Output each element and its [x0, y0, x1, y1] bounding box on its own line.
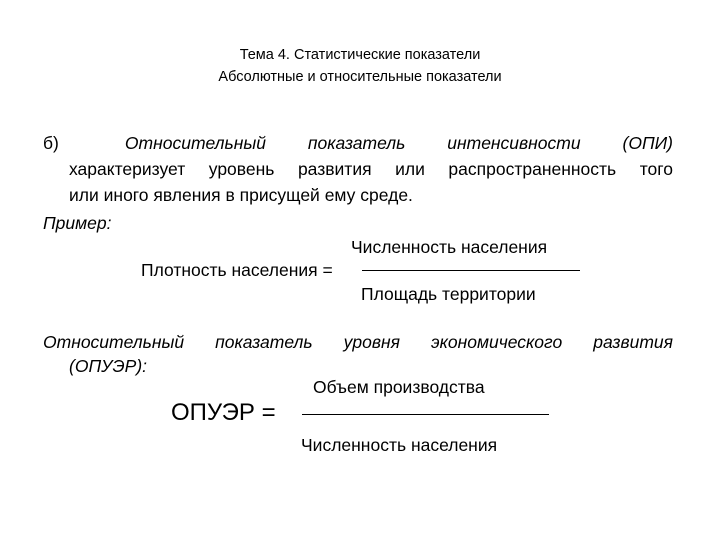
slide-subtitle: Абсолютные и относительные показатели — [218, 69, 502, 85]
formula1-fraction-bar — [362, 270, 580, 271]
definition-line-3: или иного явления в присущей ему среде. — [69, 185, 413, 205]
definition-word: показатель — [307, 133, 406, 153]
formula1-numerator: Численность населения — [351, 237, 548, 257]
section2-heading-line-1: Относительный показатель уровня экономического развития — [43, 332, 673, 352]
formula2-fraction-bar — [302, 414, 549, 415]
definition-word: (ОПИ) — [622, 133, 673, 153]
formula2-denominator: Численность населения — [301, 435, 498, 455]
formula2-numerator: Объем производства — [313, 377, 485, 397]
definition-word: интенсивности — [447, 133, 581, 153]
formula1-denominator: Площадь территории — [361, 284, 536, 304]
item-number: б) — [43, 133, 59, 153]
definition-word: Относительный — [124, 133, 266, 153]
example-label: Пример: — [43, 213, 112, 233]
definition-line-1 — [43, 131, 673, 155]
section2-heading-line-2: (ОПУЭР): — [69, 356, 148, 376]
formula2-lhs: ОПУЭР = — [171, 399, 276, 426]
formula1-lhs: Плотность населения = — [141, 260, 333, 280]
slide-title: Тема 4. Статистические показатели — [239, 47, 481, 63]
definition-line-2: характеризует уровень развития или распространенность того — [69, 159, 673, 179]
